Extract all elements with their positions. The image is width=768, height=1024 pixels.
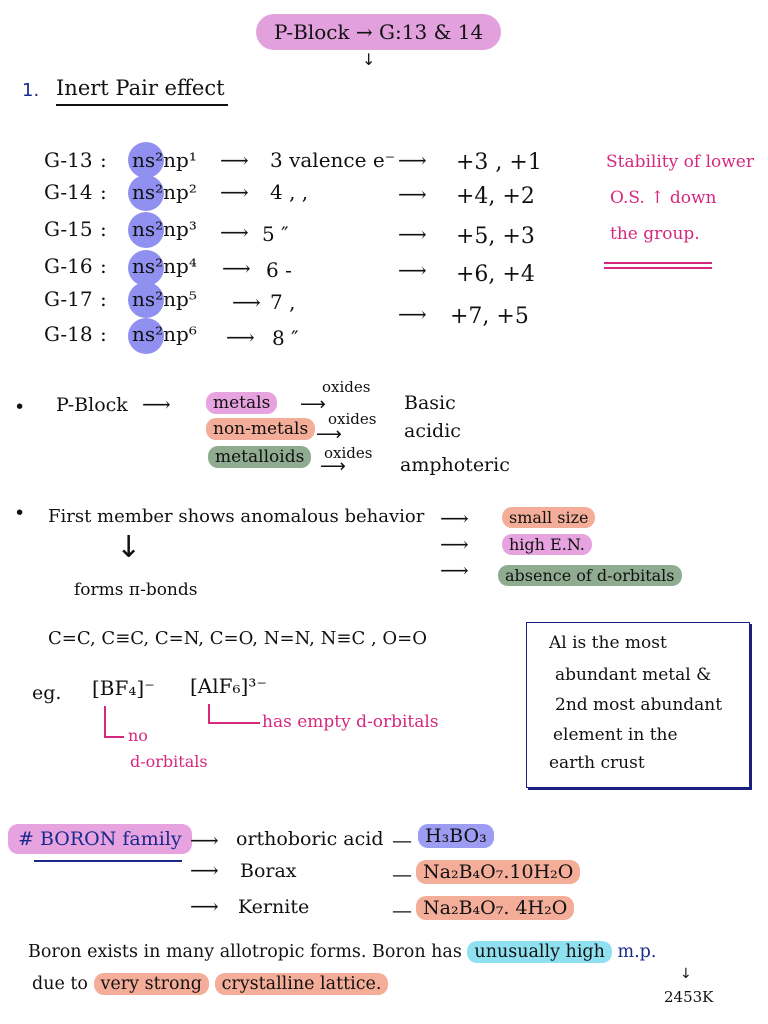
valence-electrons: 4 , , — [270, 180, 309, 204]
arrow-icon: ⟶ — [398, 222, 427, 246]
boron-family-heading: # BORON family — [8, 824, 192, 854]
colon: : — [100, 322, 107, 346]
dash: — — [392, 828, 412, 852]
anomalous-text: First member shows anomalous behavior — [48, 506, 425, 527]
oxides-label: oxides — [328, 410, 377, 428]
absence-d-orbitals-highlight: absence of d-orbitals — [498, 565, 682, 586]
kernite-label: Kernite — [238, 896, 310, 918]
electron-config: ns²np² — [132, 180, 197, 204]
bf4-formula: [BF₄]⁻ — [92, 676, 155, 700]
acidic-result: acidic — [404, 420, 461, 442]
arrow-icon: ⟶ — [398, 148, 427, 172]
valence-electrons: 5 ″ — [262, 222, 289, 246]
al-fact-line: abundant metal & — [555, 665, 712, 685]
group-label: G-14 — [44, 180, 93, 204]
arrow-icon: ⟶ — [398, 182, 427, 206]
dash: — — [392, 898, 412, 922]
stability-note-underline — [604, 262, 712, 264]
boron-line1 — [28, 942, 656, 962]
oxides-label: oxides — [324, 444, 373, 462]
stability-note-underline-2 — [604, 267, 712, 269]
section1-heading: Inert Pair effect — [56, 76, 225, 100]
metals-highlight: metals — [206, 392, 277, 414]
valence-electrons: 8 ″ — [272, 326, 299, 350]
colon: : — [100, 180, 107, 204]
alf6-connector — [208, 704, 260, 724]
non-metals-highlight: non-metals — [206, 418, 315, 440]
boron-line2 — [32, 974, 388, 994]
electron-config: ns²np¹ — [132, 148, 197, 172]
mp-value-note: 2453K — [664, 988, 714, 1006]
boron-heading-underline — [34, 860, 182, 862]
orthoboric-acid-label: orthoboric acid — [236, 828, 384, 850]
al-fact-line: Al is the most — [549, 633, 667, 653]
arrow-icon: ⟶ — [316, 424, 342, 445]
oxidation-states: +5, +3 — [456, 224, 535, 249]
pblock-label: P-Block — [56, 394, 128, 416]
bullet: • — [14, 396, 26, 418]
unusually-high-highlight: unusually high — [467, 941, 611, 963]
boron-line1-text: Boron exists in many allotropic forms. Boron has — [28, 942, 462, 962]
mp-down-arrow-icon: ↓ — [680, 966, 692, 982]
al-fact-line: 2nd most abundant — [555, 695, 723, 715]
stability-note-line1: Stability of lower — [606, 152, 754, 172]
oxidation-states: +3 , +1 — [456, 150, 542, 175]
arrow-icon: ⟶ — [190, 894, 219, 918]
electron-config: ns²np³ — [132, 217, 197, 241]
very-strong-highlight: very strong — [94, 973, 209, 995]
oxidation-states: +7, +5 — [450, 304, 529, 329]
title-down-arrow-icon: ↓ — [362, 50, 376, 69]
group-label: G-18 — [44, 322, 93, 346]
oxides-label: oxides — [322, 378, 371, 396]
boron-line2-text: due to — [32, 974, 88, 994]
arrow-icon: ⟶ — [440, 506, 469, 530]
group-label: G-15 — [44, 217, 93, 241]
arrow-icon: ⟶ — [398, 258, 427, 282]
high-en-highlight: high E.N. — [502, 534, 592, 555]
arrow-icon: ⟶ — [440, 532, 469, 556]
kernite-formula: Na₂B₄O₇. 4H₂O — [416, 896, 574, 920]
section1-underline — [56, 104, 228, 106]
forms-pi-bonds: forms π-bonds — [74, 580, 198, 600]
colon: : — [100, 287, 107, 311]
colon: : — [100, 254, 107, 278]
h3bo3-formula: H₃BO₃ — [418, 824, 494, 848]
oxidation-states: +6, +4 — [456, 262, 535, 287]
section1-number: 1. — [22, 80, 40, 101]
electron-config: ns²np⁶ — [132, 322, 197, 346]
down-arrow-icon: ↓ — [116, 530, 142, 565]
mp-text: m.p. — [617, 942, 657, 962]
valence-electrons: 7 , — [270, 290, 296, 314]
alf6-formula: [AlF₆]³⁻ — [190, 674, 267, 698]
bullet: • — [14, 502, 26, 524]
arrow-icon: ⟶ — [320, 456, 346, 477]
crystalline-lattice-highlight: crystalline lattice. — [215, 973, 389, 995]
arrow-icon: ⟶ — [190, 858, 219, 882]
page-title — [256, 14, 501, 50]
group-label: G-16 — [44, 254, 93, 278]
group-label: G-13 — [44, 148, 93, 172]
has-empty-d-orbitals: has empty d-orbitals — [262, 712, 439, 732]
valence-electrons: 3 valence e⁻ — [270, 148, 396, 172]
dash: — — [392, 862, 412, 886]
electron-config: ns²np⁵ — [132, 287, 197, 311]
borax-label: Borax — [240, 860, 297, 882]
page-title-text: P-Block → G:13 & 14 — [274, 20, 484, 44]
borax-formula: Na₂B₄O₇.10H₂O — [416, 860, 580, 884]
arrow-icon: ⟶ — [190, 828, 219, 852]
arrow-icon: ⟶ — [226, 325, 255, 349]
arrow-icon: ⟶ — [220, 180, 249, 204]
arrow-icon: ⟶ — [398, 302, 427, 326]
small-size-highlight: small size — [502, 507, 595, 528]
arrow-icon: ⟶ — [440, 558, 469, 582]
al-fact-line: element in the — [553, 725, 678, 745]
eg-label: eg. — [32, 682, 62, 704]
colon: : — [100, 217, 107, 241]
group-label: G-17 — [44, 287, 93, 311]
colon: : — [100, 148, 107, 172]
valence-electrons: 6 - — [266, 258, 292, 282]
arrow-icon: ⟶ — [300, 394, 326, 415]
arrow-icon: ⟶ — [232, 290, 261, 314]
no-d-orbitals-line2: d-orbitals — [130, 752, 208, 771]
arrow-icon: ⟶ — [142, 392, 171, 416]
basic-result: Basic — [404, 392, 456, 414]
electron-config: ns²np⁴ — [132, 254, 197, 278]
al-fact-box — [526, 622, 750, 788]
no-d-orbitals-line1: no — [128, 726, 148, 745]
arrow-icon: ⟶ — [222, 256, 251, 280]
bf4-connector — [104, 706, 124, 738]
stability-note-line2: O.S. ↑ down — [610, 188, 717, 208]
al-fact-line: earth crust — [549, 753, 645, 773]
metalloids-highlight: metalloids — [208, 446, 311, 468]
bond-list: C=C, C≡C, C=N, C=O, N=N, N≡C , O=O — [48, 628, 427, 649]
arrow-icon: ⟶ — [220, 220, 249, 244]
arrow-icon: ⟶ — [220, 148, 249, 172]
amphoteric-result: amphoteric — [400, 454, 510, 476]
oxidation-states: +4, +2 — [456, 184, 535, 209]
stability-note-line3: the group. — [610, 224, 700, 244]
